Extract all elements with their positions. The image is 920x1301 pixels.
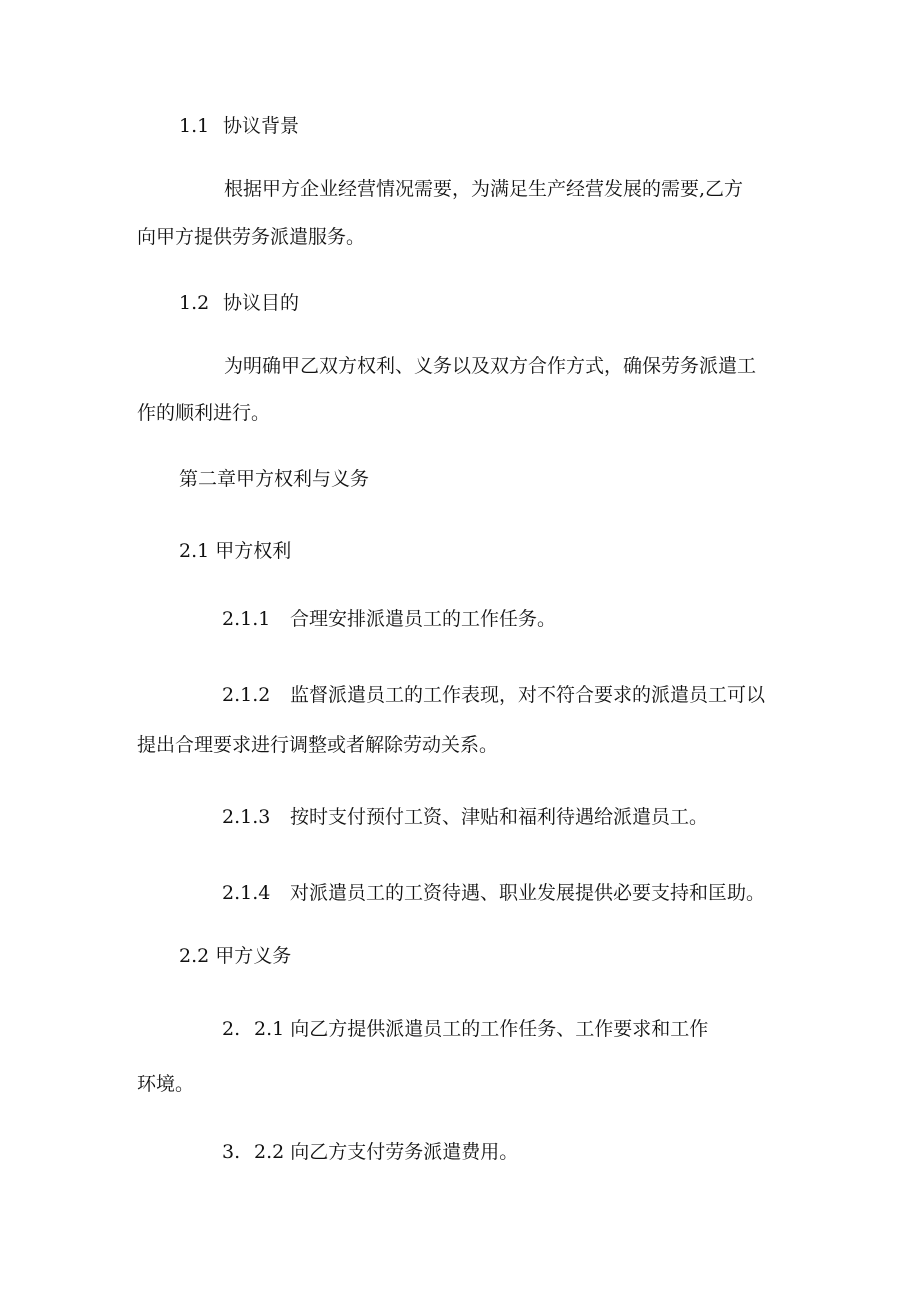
list-item [222,683,765,707]
item-text: 2.1 向乙方提供派遣员工的工作任务、工作要求和工作 [254,1018,709,1040]
section-heading-1-1 [179,114,299,138]
item-text: 2.2 向乙方支付劳务派遣费用。 [254,1141,519,1163]
list-item [222,805,708,829]
subsection-heading-2-1: 2.1 甲方权利 [179,540,292,562]
item-text: 对派遣员工的工资待遇、职业发展提供必要支持和匡助。 [290,882,766,904]
section-number: 1.1 [179,115,210,137]
item-number: 2.1.2 [222,684,271,706]
item-number: 2. [222,1018,241,1040]
subsection-heading-2-2: 2.2 甲方义务 [179,945,292,967]
list-item [222,1017,708,1041]
item-number: 2.1.3 [222,806,271,828]
paragraph-line: 向甲方提供劳务派遣服务。 [137,226,366,248]
item-number: 2.1.1 [222,608,271,630]
paragraph-line: 为明确甲乙双方权利、义务以及双方合作方式，确保劳务派遣工 [224,355,757,377]
item-text: 监督派遣员工的工作表现，对不符合要求的派遣员工可以 [290,684,766,706]
paragraph-line: 作的顺利进行。 [137,402,271,424]
section-title: 协议背景 [223,115,300,137]
item-number: 3. [222,1141,241,1163]
list-item [222,607,556,631]
section-heading-1-2 [179,291,299,315]
list-item-continuation: 提出合理要求进行调整或者解除劳动关系。 [137,734,499,756]
list-item [222,881,765,905]
chapter-heading: 第二章甲方权利与义务 [179,468,370,490]
paragraph-line: 根据甲方企业经营情况需要，为满足生产经营发展的需要,乙方 [224,178,744,200]
list-item-continuation: 环境。 [137,1073,195,1095]
section-number: 1.2 [179,292,210,314]
section-title: 协议目的 [223,292,300,314]
item-text: 合理安排派遣员工的工作任务。 [290,608,557,630]
item-number: 2.1.4 [222,882,271,904]
item-text: 按时支付预付工资、津贴和福利待遇给派遣员工。 [290,806,709,828]
list-item [222,1140,518,1164]
